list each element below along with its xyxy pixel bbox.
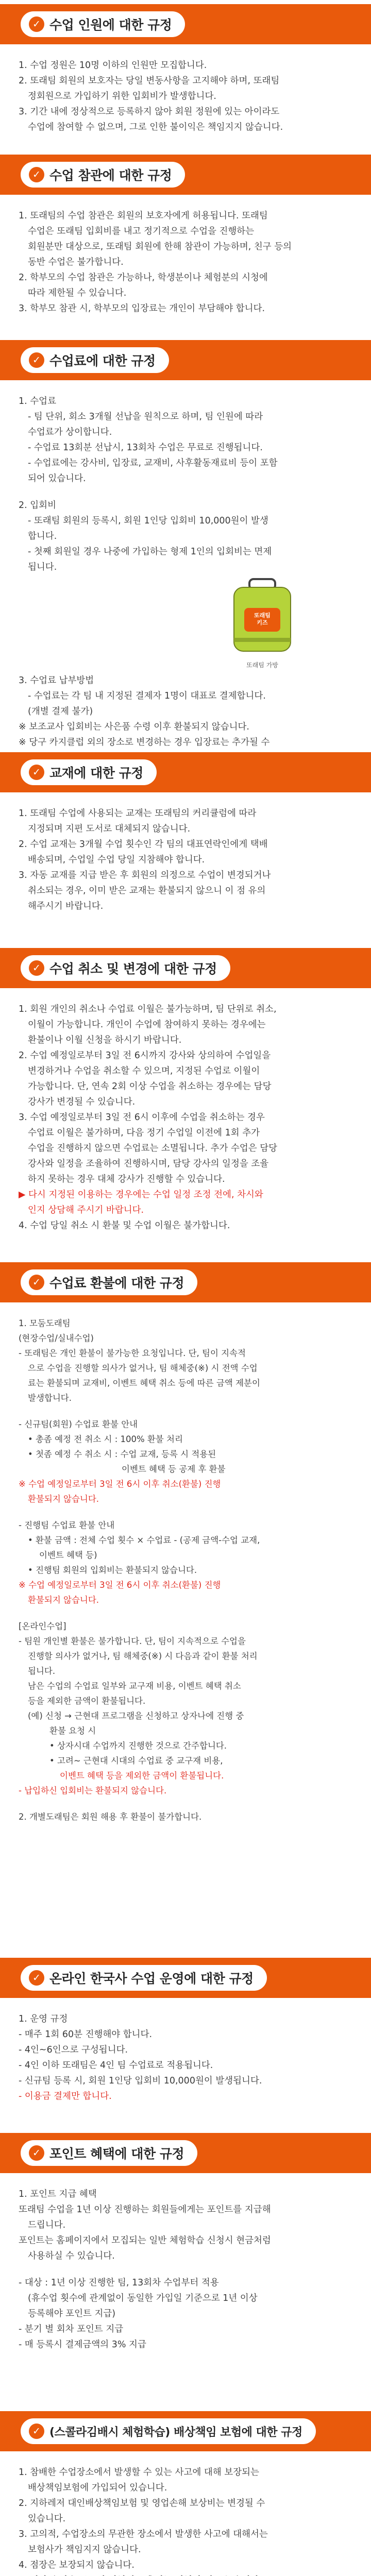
section-header (0, 1262, 371, 1302)
text-line: - 신규팀 등록 시, 회원 1인당 입회비 10,000원이 발생됩니다. (19, 2076, 262, 2086)
bag-caption: 또래팀 가방 (246, 662, 278, 669)
text-line: 사용하실 수 있습니다. (28, 2251, 115, 2261)
section-header (0, 2133, 371, 2173)
section-title: 수업 취소 및 변경에 대한 규정 (49, 961, 217, 976)
text-line: 환불이나 이월 신청을 하시기 바랍니다. (28, 1035, 182, 1045)
check-icon: ✓ (29, 765, 44, 780)
text-line: 등을 제외한 금액이 환불됩니다. (28, 1696, 146, 1706)
text-line: 2. 수업 교재는 3개월 수업 횟수인 각 팀의 대표연락인에게 택배 (19, 839, 268, 850)
section-cancellation (0, 948, 371, 1233)
text-line: 수업료 이월은 불가하며, 다음 정기 수업일 이전에 1회 추가 (28, 1128, 260, 1138)
text-line: 4. 수업 당일 취소 시 환불 및 수업 이월은 불가합니다. (19, 1221, 230, 1231)
text-line: - 첫째 회원일 경우 나중에 가입하는 형제 1인의 입회비는 면제 (28, 547, 272, 557)
section-title-pill (21, 162, 185, 188)
text-line: 1. 회원 개인의 취소나 수업료 이월은 불가능하며, 팀 단위로 취소, (19, 1004, 277, 1014)
text-line: - 또래팀 회원의 등록시, 회원 1인당 입회비 10,000원이 발생 (28, 516, 268, 526)
text-line: 3. 자동 교재를 지급 받은 후 회원의 의정으로 수업이 변경되거나 (19, 870, 271, 880)
text-line: 됩니다. (28, 562, 57, 572)
section-title-pill (21, 1965, 267, 1991)
text-line: • 환불 금액 : 전체 수업 횟수 × 수업료 - (공제 금액-수업 교재, (28, 1535, 260, 1545)
text-line: 4. 점장은 보장되지 않습니다. (19, 2560, 134, 2570)
text-line: • 총좀 예정 전 취소 시 : 100% 환불 처리 (28, 1434, 183, 1444)
text-line: 3. 수업 예정일로부터 3일 전 6시 이후에 수업을 취소하는 경우 (19, 1112, 265, 1123)
text-line: 2. 수업 예정일로부터 3일 전 6시까지 강사와 상의하여 수업일을 (19, 1050, 271, 1061)
text-line: 되어 있습니다. (28, 473, 86, 484)
text-line: 동반 수업은 불가합니다. (28, 257, 124, 267)
text-line: 해주시기 바랍니다. (28, 901, 104, 911)
text-line: - 수업료 13회분 선납시, 13회차 수업은 무료로 진행됩니다. (28, 443, 263, 453)
text-line: 배송되며, 수업일 수업 당일 지참해야 합니다. (28, 855, 205, 865)
text-line: 3. 고의적, 수업장소의 무관한 장소에서 발생한 사고에 대해서는 (19, 2529, 268, 2539)
section-body (0, 2173, 371, 2352)
section-body (0, 792, 371, 914)
text-line: 이벤트 혜택 등을 제외한 금액이 환불됩니다. (60, 1771, 224, 1781)
text-line: - 납입하신 입회비는 환불되지 않습니다. (19, 1786, 167, 1795)
text-line: (예) 신청 → 근현대 프로그램을 신청하고 상자나에 진행 중 (28, 1711, 244, 1721)
text-line: 수업은 또래팀 입회비를 내고 정기적으로 수업을 진행하는 (28, 226, 255, 236)
section-insurance (0, 2411, 371, 2576)
text-line: ※ 당구 카지클럽 외의 장소로 변경하는 경우 입장료는 추가될 수 (19, 737, 270, 748)
text-line: • 상자시대 수업까지 진행한 것으로 간주합니다. (49, 1741, 227, 1751)
text-line: 이월이 가능합니다. 개인이 수업에 참여하지 못하는 경우에는 (28, 1020, 266, 1030)
text-line: 1. 또래팀의 수업 참관은 회원의 보호자에게 허용됩니다. 또래팀 (19, 211, 268, 221)
text-line: 됩니다. (28, 1666, 56, 1676)
section-body (0, 1302, 371, 1824)
text-line: 발생합니다. (28, 1393, 72, 1403)
section-header (0, 2411, 371, 2451)
section-title-pill (21, 11, 185, 37)
text-line: - 또래팀은 개인 환불이 불가능한 요청입니다. 단, 팀이 지속적 (19, 1348, 246, 1358)
check-icon: ✓ (29, 16, 44, 32)
section-header (0, 340, 371, 380)
text-line: 따라 제한될 수 있습니다. (28, 288, 127, 298)
section-body (0, 380, 371, 766)
text-line: 하지 못하는 경우 대체 강사가 진행할 수 있습니다. (28, 1174, 225, 1184)
text-line: - 이용금 결제만 합니다. (19, 2091, 112, 2102)
text-line: 인지 상담해 주시기 바랍니다. (28, 1205, 144, 1215)
text-line: 2. 지하레저 대인배상책임보험 및 영업손해 보상비는 변경될 수 (19, 2498, 265, 2509)
check-icon: ✓ (29, 960, 44, 976)
text-line: 회원분만 대상으로, 또래팀 회원에 한해 참관이 가능하며, 친구 등의 (28, 242, 292, 252)
text-line: 취소되는 경우, 이미 받은 교재는 환불되지 않으니 이 점 유의 (28, 886, 266, 896)
section-header (0, 948, 371, 988)
text-line: ※ 보조교사 입회비는 사은품 수령 이후 환불되지 않습니다. (19, 722, 249, 732)
text-line: - 매 등록시 결제금액의 3% 지급 (19, 2340, 146, 2350)
text-line: 수업을 진행하지 않으면 수업료는 소멸됩니다. 추가 수업은 담당 (28, 1143, 278, 1154)
text-line: 료는 환불되며 교재비, 이벤트 혜택 취소 등에 따른 금액 제분이 (28, 1378, 260, 1388)
text-line: 1. 모둠도래팀 (19, 1318, 71, 1328)
text-line: 진행할 의사가 없거나, 팀 해체중(※) 시 다음과 같이 환불 처리 (28, 1651, 258, 1661)
text-line: (현장수업/실내수업) (19, 1333, 94, 1343)
section-header (0, 155, 371, 195)
text-line: 2. 개별도래팀은 회원 해용 후 환불이 불가합니다. (19, 1812, 202, 1822)
section-header (0, 4, 371, 44)
bag-print: 또래팀 키즈 (254, 612, 271, 626)
text-line: 변경하거나 수업을 취소할 수 있으며, 지정된 수업로 이월이 (28, 1066, 260, 1076)
section-online-history (0, 1958, 371, 2104)
check-icon: ✓ (29, 1275, 44, 1290)
section-header (0, 1958, 371, 1998)
check-icon: ✓ (29, 167, 44, 182)
text-line: - 4인 이하 또래팀은 4인 팀 수업료로 적용됩니다. (19, 2060, 213, 2071)
text-line: 1. 수업 정원은 10명 이하의 인원만 모집합니다. (19, 60, 207, 71)
section-tuition (0, 340, 371, 766)
text-line: 정회원으로 가입하기 위한 입회비가 발생합니다. (28, 91, 216, 101)
section-title-pill (21, 955, 230, 981)
section-title-pill (21, 2140, 197, 2166)
section-title-pill (21, 347, 169, 373)
text-line: - 4인~6인으로 구성됩니다. (19, 2045, 128, 2055)
text-line: 환불되지 않습니다. (28, 1494, 99, 1504)
text-line: 합니다. (28, 531, 57, 541)
section-points (0, 2133, 371, 2352)
text-line: (휴수업 횟수에 관계없이 동일한 가입일 기준으로 1년 이상 (28, 2293, 258, 2303)
section-body (0, 44, 371, 135)
text-line: 1. 또래팀 수업에 사용되는 교재는 또래팀의 커리큘럼에 따라 (19, 808, 257, 819)
section-title: 수업료 환불에 대한 규정 (49, 1276, 184, 1291)
section-class-size (0, 4, 371, 135)
section-title: 포인트 혜택에 대한 규정 (49, 2146, 184, 2161)
section-header (0, 752, 371, 792)
text-line: - 팀원 개인별 환불은 불가합니다. 단, 팀이 지속적으로 수업을 (19, 1636, 246, 1646)
bag-figure (19, 575, 352, 673)
text-line: 2. 학부모의 수업 참관은 가능하나, 학생분이나 체험분의 시청에 (19, 273, 268, 283)
text-line: ▶ 다시 지정된 이용하는 경우에는 수업 일정 조정 전에, 차시와 (19, 1190, 263, 1200)
check-icon: ✓ (29, 2145, 44, 2161)
text-line: 환불 요청 시 (49, 1726, 96, 1736)
text-line: 1. 운영 규정 (19, 2014, 68, 2024)
text-line: [온라인수업] (19, 1621, 66, 1631)
text-line: 등록해야 포인트 지급) (28, 2309, 116, 2319)
text-line: - 수업료는 각 팀 내 지정된 결제자 1명이 대표로 결제합니다. (28, 691, 266, 701)
text-line: 수업료가 상이합니다. (28, 427, 112, 437)
text-line: 또래팀 수업을 1년 이상 진행하는 회원들에게는 포인트를 지급해 (19, 2205, 271, 2215)
text-line: - 진행팀 수업료 환불 안내 (19, 1520, 115, 1530)
section-title: 온라인 한국사 수업 운영에 대한 규정 (49, 1971, 254, 1986)
text-line: 강사와 일정을 조율하여 진행하시며, 담당 강사의 일정을 조율 (28, 1159, 269, 1169)
check-icon: ✓ (29, 2424, 44, 2439)
text-line: 드립니다. (28, 2220, 66, 2230)
text-line: 3. 기간 내에 정상적으로 등록하지 않아 회원 정원에 있는 아이라도 (19, 107, 280, 117)
text-line: - 분기 별 회차 포인트 지급 (19, 2324, 124, 2334)
text-line: 이벤트 혜택 등) (39, 1550, 97, 1560)
text-line: 배상책임보험에 가입되어 있습니다. (28, 2483, 167, 2493)
text-line: 1. 수업료 (19, 396, 56, 406)
text-line: - 수업료에는 강사비, 입장료, 교재비, 사후활동재료비 등이 포함 (28, 458, 278, 468)
section-textbook (0, 752, 371, 914)
text-line: 수업에 참여할 수 없으며, 그로 인한 불이익은 책임지지 않습니다. (28, 122, 283, 132)
section-title: 수업 참관에 대한 규정 (49, 168, 172, 183)
text-line: 남은 수업의 수업료 일부와 교구재 비용, 이벤트 혜택 취소 (28, 1681, 241, 1691)
text-line: 보험사가 책임지지 않습니다. (28, 2545, 141, 2555)
text-line: 1. 포인트 지급 혜택 (19, 2189, 97, 2199)
text-line: ※ 수업 예정일로부터 3일 전 6시 이후 취소(환불) 진행 (19, 1580, 221, 1590)
text-line: 강사가 변경될 수 있습니다. (28, 1097, 136, 1107)
text-line: (개별 결제 불가) (28, 706, 93, 717)
text-line (19, 2573, 352, 2576)
section-observation (0, 155, 371, 316)
text-line: 있습니다. (28, 2514, 66, 2524)
section-body (0, 988, 371, 1233)
section-refund (0, 1262, 371, 1824)
text-line: - 팀 단위, 회소 3개월 선납을 원칙으로 하며, 팀 인원에 따라 (28, 412, 263, 422)
text-line: 1. 참배한 수업장소에서 발생할 수 있는 사고에 대해 보장되는 (19, 2467, 259, 2478)
text-line: • 첫좀 예정 수 취소 시 : 수업 교재, 등록 시 적용된 (28, 1449, 216, 1459)
text-line: 으로 수업을 진행할 의사가 없거나, 팀 해체중(※) 시 전액 수업 (28, 1363, 258, 1373)
text-line: 3. 학부모 참관 시, 학부모의 입장료는 개인이 부담해야 합니다. (19, 303, 265, 314)
section-title-pill (21, 2418, 316, 2444)
section-body (0, 1998, 371, 2104)
text-line: 2. 입회비 (19, 500, 56, 511)
text-line: 2. 또래팀 회원의 보호자는 당일 변동사항을 고지해야 하며, 또래팀 (19, 76, 280, 86)
section-body (0, 2451, 371, 2576)
text-line: 이벤트 혜택 등 공제 후 환불 (122, 1464, 226, 1474)
section-title-pill (21, 759, 157, 785)
section-title: 수업료에 대한 규정 (49, 353, 156, 368)
text-line: • 고려~ 근현대 시대의 수업료 중 교구재 비용, (49, 1756, 223, 1766)
section-title: 교재에 대한 규정 (49, 766, 143, 781)
text-line: 환불되지 않습니다. (28, 1595, 99, 1605)
text-line: - 신규팀(회원) 수업료 환불 안내 (19, 1419, 138, 1429)
text-line: 지정되며 지편 도서로 대체되지 않습니다. (28, 824, 191, 834)
check-icon: ✓ (29, 1970, 44, 1986)
text-line: 가능합니다. 단, 연속 2회 이상 수업을 취소하는 경우에는 담당 (28, 1081, 272, 1092)
section-body (0, 195, 371, 316)
text-line: 3. 수업료 납부방법 (19, 675, 94, 686)
text-line: ※ 수업 예정일로부터 3일 전 6시 이후 취소(환불) 진행 (19, 1479, 221, 1489)
text-line: - 매주 1회 60분 진행해야 합니다. (19, 2029, 153, 2040)
check-icon: ✓ (29, 352, 44, 368)
text-line: - 대상 : 1년 이상 진행한 팀, 13회차 수업부터 적용 (19, 2278, 219, 2288)
section-title-pill (21, 1269, 197, 1295)
text-line: • 진행팀 회원의 입회비는 환불되지 않습니다. (28, 1565, 197, 1575)
text-line: 포인트는 홈페이지에서 모집되는 일반 체험학습 신청시 현금처럼 (19, 2235, 271, 2246)
section-title: 수업 인원에 대한 규정 (49, 18, 172, 32)
section-title: (스콜라김배시 체험학습) 배상책임 보험에 대한 규정 (49, 2426, 302, 2439)
